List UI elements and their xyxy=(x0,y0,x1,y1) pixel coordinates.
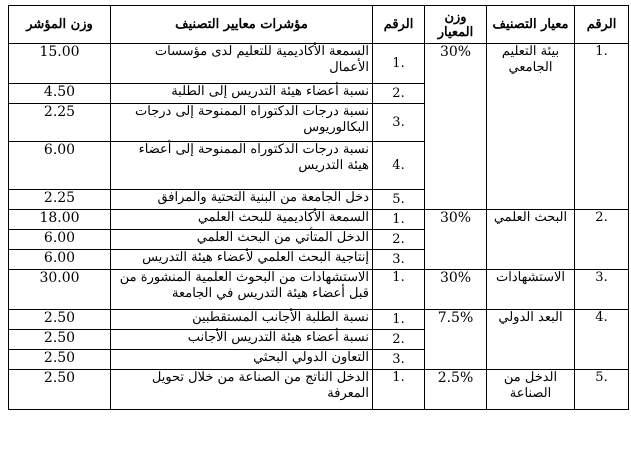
indicator-num: 1. xyxy=(373,310,425,330)
indicator-text: الدخل الناتج من الصناعة من خلال تحويل المعرفة xyxy=(111,370,373,410)
criterion-num: 1. xyxy=(575,44,629,210)
indicator-weight: 18.00 xyxy=(9,210,111,230)
indicator-num: 2. xyxy=(373,230,425,250)
indicator-weight: 2.25 xyxy=(9,104,111,142)
header-sub-num: الرقم xyxy=(373,6,425,44)
table-row xyxy=(9,44,629,84)
indicator-text: نسبة الطلبة الأجانب المستقطبين xyxy=(111,310,373,330)
indicator-num: 3. xyxy=(373,250,425,270)
indicator-text: نسبة أعضاء هيئة التدريس إلى الطلبة xyxy=(111,84,373,104)
indicator-text: الدخل المتأتي من البحث العلمي xyxy=(111,230,373,250)
table-row xyxy=(9,270,629,310)
header-row xyxy=(9,6,629,44)
indicator-text: إنتاجية البحث العلمي لأعضاء هيئة التدريس xyxy=(111,250,373,270)
criterion-weight: 7.5% xyxy=(425,310,487,370)
table-row xyxy=(9,370,629,410)
indicator-num: 1. xyxy=(373,270,425,310)
indicator-weight: 2.50 xyxy=(9,330,111,350)
indicator-weight: 2.25 xyxy=(9,190,111,210)
indicator-text: نسبة درجات الدكتوراه الممنوحة إلى أعضاء هيئة التدريس xyxy=(111,142,373,190)
indicator-text: نسبة أعضاء هيئة التدريس الأجانب xyxy=(111,330,373,350)
indicator-num: 5. xyxy=(373,190,425,210)
indicator-weight: 6.00 xyxy=(9,250,111,270)
criterion-num: 5. xyxy=(575,370,629,410)
criterion-weight: 30% xyxy=(425,44,487,210)
criterion-weight: 30% xyxy=(425,270,487,310)
indicator-weight: 6.00 xyxy=(9,142,111,190)
indicator-num: 3. xyxy=(373,350,425,370)
criterion-name: البحث العلمي xyxy=(487,210,575,270)
indicator-num: 3. xyxy=(373,104,425,142)
indicator-text: دخل الجامعة من البنية التحتية والمرافق xyxy=(111,190,373,210)
indicator-num: 1. xyxy=(373,370,425,410)
indicator-weight: 2.50 xyxy=(9,350,111,370)
indicator-weight: 2.50 xyxy=(9,370,111,410)
indicator-num: 4. xyxy=(373,142,425,190)
header-criterion: معيار التصنيف xyxy=(487,6,575,44)
criterion-weight: 2.5% xyxy=(425,370,487,410)
ranking-criteria-table xyxy=(8,5,629,410)
header-indicator-weight: وزن المؤشر xyxy=(9,6,111,44)
header-criterion-weight: وزن المعيار xyxy=(425,6,487,44)
indicator-weight: 6.00 xyxy=(9,230,111,250)
indicator-num: 1. xyxy=(373,210,425,230)
indicator-text: السمعة الأكاديمية للتعليم لدى مؤسسات الأعمال xyxy=(111,44,373,84)
criterion-num: 4. xyxy=(575,310,629,370)
indicator-weight: 2.50 xyxy=(9,310,111,330)
indicator-num: 2. xyxy=(373,330,425,350)
indicator-weight: 4.50 xyxy=(9,84,111,104)
header-num: الرقم xyxy=(575,6,629,44)
criterion-weight: 30% xyxy=(425,210,487,270)
indicator-weight: 30.00 xyxy=(9,270,111,310)
criterion-num: 2. xyxy=(575,210,629,270)
indicator-num: 1. xyxy=(373,44,425,84)
header-indicators: مؤشرات معايير التصنيف xyxy=(111,6,373,44)
indicator-text: الاستشهادات من البحوث العلمية المنشورة من قبل أعضاء هيئة التدريس في الجامعة xyxy=(111,270,373,310)
criterion-name: الدخل من الصناعة xyxy=(487,370,575,410)
indicator-text: السمعة الأكاديمية للبحث العلمي xyxy=(111,210,373,230)
indicator-text: التعاون الدولي البحثي xyxy=(111,350,373,370)
indicator-num: 2. xyxy=(373,84,425,104)
indicator-weight: 15.00 xyxy=(9,44,111,84)
criterion-num: 3. xyxy=(575,270,629,310)
criterion-name: الاستشهادات xyxy=(487,270,575,310)
criterion-name: البعد الدولي xyxy=(487,310,575,370)
table-row xyxy=(9,310,629,330)
indicator-text: نسبة درجات الدكتوراه الممنوحة إلى درجات البكالوريوس xyxy=(111,104,373,142)
criterion-name: بيئة التعليم الجامعي xyxy=(487,44,575,210)
table-row xyxy=(9,210,629,230)
